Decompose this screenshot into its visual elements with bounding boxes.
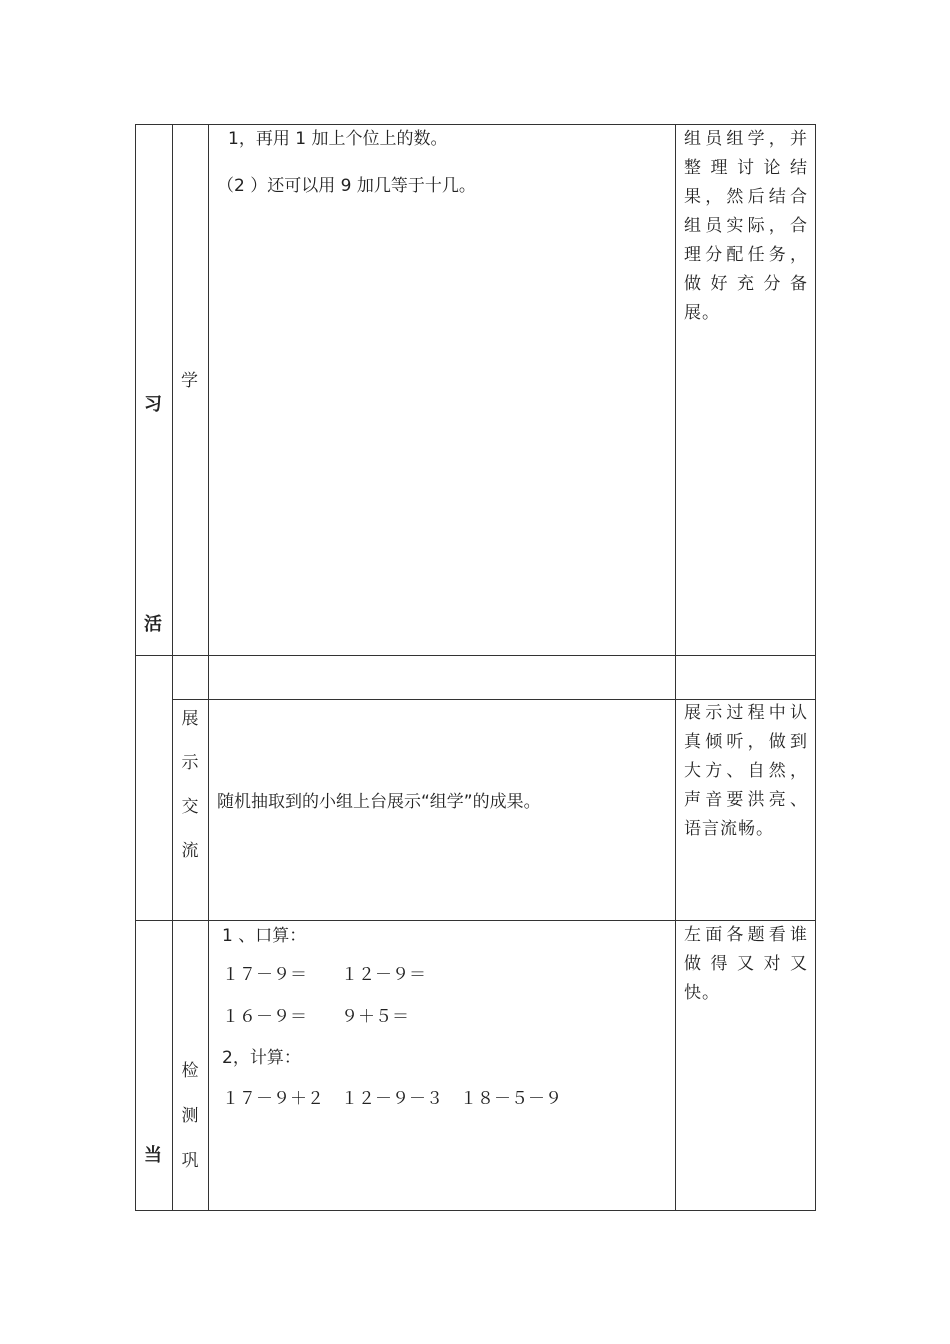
row3-line-3: １６－９＝ ９＋５＝ bbox=[222, 1007, 409, 1027]
row2-stage-char-2: 示 bbox=[181, 753, 199, 773]
row1-line-2: （2 ）还可以用 9 加几等于十几。 bbox=[217, 176, 476, 196]
section-label-dang: 当 bbox=[144, 1145, 162, 1166]
row1-note: 组员组学，并整理讨论结果，然后结合组员实际，合理分配任务，做好充分备展。 bbox=[684, 129, 808, 323]
col3-divider bbox=[675, 124, 676, 1211]
col1-divider bbox=[172, 124, 173, 1211]
row1-line-1: 1，再用 1 加上个位上的数。 bbox=[228, 129, 448, 149]
row3-line-5: １７－９＋２ １２－９－３ １８－５－９ bbox=[222, 1089, 562, 1109]
row2-stage-char-1: 展 bbox=[181, 709, 199, 729]
row3-line-4: 2，计算： bbox=[222, 1048, 301, 1068]
row3-stage-char-2: 测 bbox=[181, 1106, 199, 1126]
section-label-xi: 习 bbox=[144, 394, 162, 415]
section-label-huo: 活 bbox=[144, 614, 162, 635]
row3-line-1: 1 、口算： bbox=[222, 926, 307, 946]
row2-main-text: 随机抽取到的小组上台展示“组学”的成果。 bbox=[217, 792, 541, 812]
row2-note: 展示过程中认真倾听，做到大方、自然，声音要洪亮、语言流畅。 bbox=[684, 703, 808, 839]
row2-stage-char-4: 流 bbox=[181, 841, 199, 861]
row3-stage-char-3: 巩 bbox=[181, 1151, 199, 1171]
row1-divider bbox=[135, 655, 816, 656]
row3-stage-char-1: 检 bbox=[181, 1061, 199, 1081]
row3-line-2: １７－９＝ １２－９＝ bbox=[222, 965, 426, 985]
row2-stage-char-3: 交 bbox=[181, 797, 199, 817]
row3-note: 左面各题看谁做得又对又快。 bbox=[684, 925, 808, 1003]
row1-stage-label: 学 bbox=[181, 371, 198, 391]
col2-divider bbox=[208, 124, 209, 1211]
